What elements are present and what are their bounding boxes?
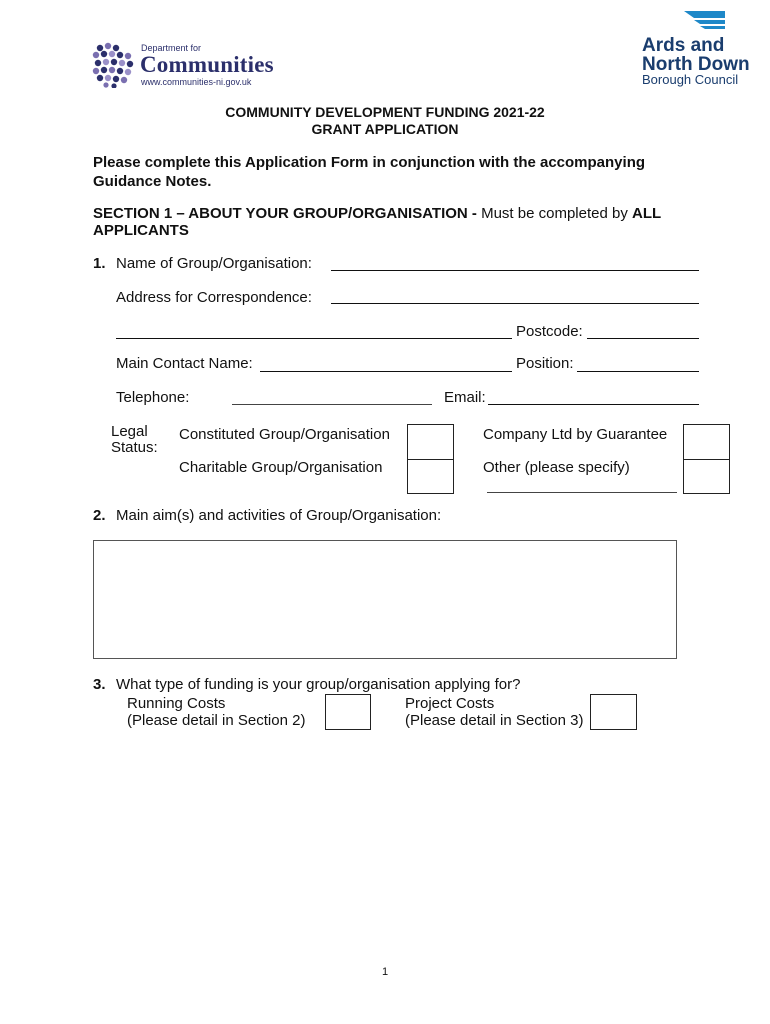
address-field-1[interactable] bbox=[331, 303, 699, 304]
intro-line2: Guidance Notes. bbox=[93, 173, 212, 190]
contact-name-field[interactable] bbox=[260, 371, 512, 372]
constituted-checkbox[interactable] bbox=[407, 424, 454, 460]
council-name-line1: Ards and bbox=[642, 35, 725, 56]
intro-line1: Please complete this Application Form in conjunction with the accompanying bbox=[93, 154, 646, 171]
dfc-url-text: www.communities-ni.gov.uk bbox=[141, 77, 252, 87]
project-costs-checkbox[interactable] bbox=[590, 694, 637, 730]
postcode-field[interactable] bbox=[587, 338, 699, 339]
main-aims-textarea[interactable] bbox=[93, 540, 677, 659]
option-company-label: Company Ltd by Guarantee bbox=[483, 426, 668, 443]
project-costs-note: (Please detail in Section 3) bbox=[405, 712, 584, 729]
q3-number: 3. bbox=[93, 676, 106, 693]
council-name-line2: North Down bbox=[642, 54, 750, 75]
position-field[interactable] bbox=[577, 371, 699, 372]
position-label: Position: bbox=[516, 355, 574, 372]
section1-note-bold: ALL bbox=[632, 205, 662, 222]
charitable-checkbox[interactable] bbox=[407, 459, 454, 494]
address-field-2[interactable] bbox=[116, 338, 512, 339]
postcode-label: Postcode: bbox=[516, 323, 583, 340]
funding-type-label: What type of funding is your group/organisation applying for? bbox=[116, 676, 521, 693]
q1-number: 1. bbox=[93, 255, 106, 272]
telephone-label: Telephone: bbox=[116, 389, 190, 406]
contact-name-label: Main Contact Name: bbox=[116, 355, 253, 372]
option-constituted-label: Constituted Group/Organisation bbox=[179, 426, 390, 443]
email-label: Email: bbox=[444, 389, 486, 406]
address-label: Address for Correspondence: bbox=[116, 289, 312, 306]
section1-note: Must be completed by bbox=[481, 205, 628, 222]
group-name-field[interactable] bbox=[331, 270, 699, 271]
legal-label-line2: Status: bbox=[111, 439, 158, 456]
dfc-logo-mark bbox=[92, 42, 136, 88]
telephone-field[interactable] bbox=[232, 404, 432, 405]
group-name-label: Name of Group/Organisation: bbox=[116, 255, 312, 272]
form-title-line1: COMMUNITY DEVELOPMENT FUNDING 2021-22 bbox=[225, 104, 545, 120]
section1-heading bbox=[93, 205, 661, 223]
council-name-line3: Borough Council bbox=[642, 72, 739, 87]
dfc-dept-text: Department for bbox=[141, 43, 202, 53]
section1-title: SECTION 1 – ABOUT YOUR GROUP/ORGANISATION - bbox=[93, 205, 477, 222]
section1-heading-line2: APPLICANTS bbox=[93, 222, 189, 239]
dfc-name-text: Communities bbox=[140, 52, 274, 77]
project-costs-label: Project Costs bbox=[405, 695, 495, 712]
form-title-line2: GRANT APPLICATION bbox=[311, 121, 459, 137]
other-checkbox[interactable] bbox=[683, 459, 730, 494]
option-charitable-label: Charitable Group/Organisation bbox=[179, 459, 383, 476]
option-other-label: Other (please specify) bbox=[483, 459, 630, 476]
company-checkbox[interactable] bbox=[683, 424, 730, 460]
other-specify-field[interactable] bbox=[487, 492, 677, 493]
legal-label-line1: Legal bbox=[111, 423, 148, 440]
running-costs-note: (Please detail in Section 2) bbox=[127, 712, 306, 729]
q2-number: 2. bbox=[93, 507, 106, 524]
main-aims-label: Main aim(s) and activities of Group/Organisation: bbox=[116, 507, 442, 524]
council-logo-mark bbox=[680, 11, 725, 31]
page-number: 1 bbox=[381, 966, 389, 978]
running-costs-checkbox[interactable] bbox=[325, 694, 371, 730]
email-field[interactable] bbox=[488, 404, 699, 405]
running-costs-label: Running Costs bbox=[127, 695, 226, 712]
